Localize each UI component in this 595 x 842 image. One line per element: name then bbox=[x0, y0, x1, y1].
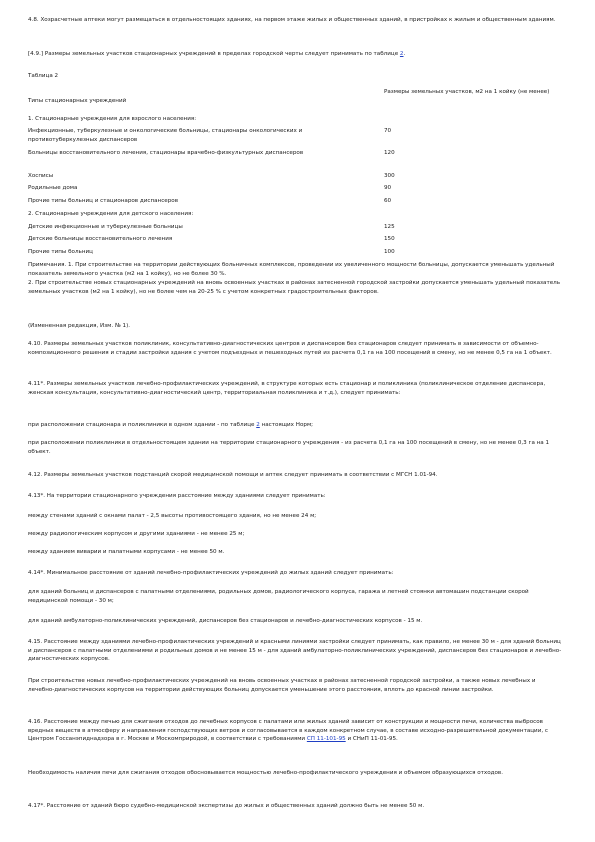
sp-11-101-95-link[interactable]: СП 11-101-95 bbox=[306, 736, 346, 743]
table-cell-value: 150 bbox=[384, 236, 395, 242]
table-row bbox=[28, 127, 563, 145]
table-2-link[interactable]: 2 bbox=[256, 422, 260, 428]
table-cell-name: Детские больницы восстановительного лечения bbox=[28, 236, 173, 242]
paragraph-4-13-a: между стенами зданий с окнами палат - 2,5 высоты противостоящего здания, но не менее 24 м; bbox=[28, 513, 317, 519]
table-row bbox=[28, 197, 563, 205]
table-cell-value: 125 bbox=[384, 224, 395, 230]
paragraph-4-16 bbox=[28, 718, 563, 744]
paragraph-4-17: 4.17*. Расстояние от зданий бюро судебно-медицинской экспертизы до жилых и общественных зданий должно быть не менее 50 м. bbox=[28, 803, 425, 809]
table-cell-name: Инфекционные, туберкулезные и онкологические больницы, стационары онкологических и противотуберкулезных диспансеров bbox=[28, 128, 303, 143]
paragraph-4-14-a: для зданий больниц и диспансеров с палатными отделениями, родильных домов, радиологического корпуса, гаража и летней стоянки автомашин подстанции скорой медицинской помощи - 30 м; bbox=[28, 589, 529, 604]
paragraph-4-11: 4.11*. Размеры земельных участков лечебно-профилактических учреждений, в структуре которых есть стационар и поликлиника (поликлиническое отделение диспансера, женская консультация, консультативно-диагностический центр, территориальная поликлиника и т.д.), следует принимать: bbox=[28, 381, 546, 396]
paragraph-4-11-b: при расположении поликлиники в отдельностоящем здании на территории стационарного учреждения - из расчета 0,1 га на 100 посещений в смену, но не менее 0,3 га на 1 объект. bbox=[28, 440, 550, 455]
table-row bbox=[28, 223, 563, 231]
paragraph-4-9 bbox=[28, 50, 563, 59]
paragraph-4-10: 4.10. Размеры земельных участков поликлиник, консультативно-диагностических центров и диспансеров без стационаров следует принимать в зависимости от объемно-композиционного решения и стадии застройки здания с учетом подъездных и пешеходных путей из расчета 0,1 га на 100 посещений в смену, но не менее 0,5 га на 1 объект. bbox=[28, 341, 552, 356]
table-row bbox=[28, 248, 563, 256]
table-row bbox=[28, 115, 563, 123]
paragraph-4-14: 4.14*. Минимальное расстояние от зданий лечебно-профилактических учреждений до жилых зданий следует принимать: bbox=[28, 570, 394, 576]
clause-marker: [4.9.] bbox=[28, 51, 44, 57]
table-cell-name: Родильные дома bbox=[28, 185, 78, 191]
table-header-row bbox=[28, 88, 563, 106]
paragraph-4-16-b: Необходимость наличия печи для сжигания отходов обосновывается мощностью лечебно-профилактического учреждения и объемом образующихся отходов. bbox=[28, 770, 503, 776]
table-header-type: Типы стационарных учреждений bbox=[28, 98, 127, 104]
table-cell-name: Больницы восстановительного лечения, стационары врачебно-физкультурных диспансеров bbox=[28, 150, 304, 156]
table-cell-name: Детские инфекционные и туберкулезные больницы bbox=[28, 224, 183, 230]
paragraph-suffix: и СНиП 11-01-95. bbox=[345, 736, 398, 743]
paragraph-4-13: 4.13*. На территории стационарного учреждения расстояние между зданиями следует принимать: bbox=[28, 493, 326, 499]
paragraph-suffix: . bbox=[403, 51, 406, 57]
table-cell-name: Прочие типы больниц и стационаров диспансеров bbox=[28, 198, 178, 204]
table-cell-value: 300 bbox=[384, 173, 395, 179]
table-row bbox=[28, 172, 563, 180]
table-cell-value: 120 bbox=[384, 150, 395, 156]
table-cell-value: 60 bbox=[384, 198, 392, 204]
table-cell-value: 90 bbox=[384, 185, 392, 191]
amendment-note: (Измененная редакция, Изм. № 1). bbox=[28, 323, 131, 329]
paragraph-4-11-a bbox=[28, 421, 563, 430]
paragraph-4-12: 4.12. Размеры земельных участков подстанций скорой медицинской помощи и аптек следует принимать в соответствии с МГСН 1.01-94. bbox=[28, 472, 438, 478]
table-cell-name: 2. Стационарные учреждения для детского населения: bbox=[28, 211, 194, 217]
paragraph-suffix: настоящих Норм; bbox=[259, 422, 314, 428]
paragraph-4-15: 4.15. Расстояние между зданиями лечебно-профилактических учреждений и красными линиями застройки следует принимать, как правило, не менее 30 м - для зданий больниц и диспансеров с палатными отделениями и родильных домов и не менее 15 м - для зданий амбулаторно-поликлинических учреждений, диспансеров без стационаров и лечебно-диагностических корпусов. bbox=[28, 639, 562, 663]
table-cell-name: 1. Стационарные учреждения для взрослого населения: bbox=[28, 116, 197, 122]
table-note-2: 2. При строительстве новых стационарных учреждений на вновь освоенных участках в районах затесненной городской застройки допускается уменьшать удельный показатель земельных участков (м2 на 1 койку), но не более чем на 20-25 % с учетом конкретных градостроительных факторов. bbox=[28, 280, 561, 295]
paragraph-text: 4.16. Расстояние между печью для сжигания отходов до лечебных корпусов с палатами или жилых зданий зависит от конструкции и мощности печи, количества выбросов вредных веществ в атмосферу и направления господствующих ветров и согласовывается в каждом конкретном случае, в составе исходно-разрешительной документации, с Центром Госсанэпиднадзора в г. Москве и Москомприродой, в соответствии с требованиями bbox=[28, 719, 548, 743]
table-header-area: Размеры земельных участков, м2 на 1 койку (не менее) bbox=[384, 89, 550, 95]
table-cell-value: 100 bbox=[384, 249, 395, 255]
paragraph-4-13-c: между зданием виварии и палатными корпусами - не менее 50 м. bbox=[28, 549, 225, 555]
paragraph-4-15-b: При строительстве новых лечебно-профилактических учреждений на вновь освоенных участках в районах затесненной городской застройки, а также новых лечебных и лечебно-диагностических корпусов на территории действующих больниц допускается уменьшение этого расстояния, вплоть до красной линии застройки. bbox=[28, 678, 536, 693]
paragraph-4-14-b: для зданий амбулаторно-поликлинических учреждений, диспансеров без стационаров и лечебно-диагностических корпусов - 15 м. bbox=[28, 618, 423, 624]
table-row bbox=[28, 235, 563, 243]
table-row bbox=[28, 149, 563, 167]
table-row bbox=[28, 210, 563, 218]
paragraph-text: при расположении стационара и поликлиники в одном здании - по таблице bbox=[28, 422, 257, 428]
table-cell-value: 70 bbox=[384, 128, 392, 134]
table-cell-name: Прочие типы больниц bbox=[28, 249, 93, 255]
table-row bbox=[28, 184, 563, 192]
table-caption: Таблица 2 bbox=[28, 73, 59, 79]
table-cell-name: Хосписы bbox=[28, 173, 54, 179]
paragraph-4-8: 4.8. Хозрасчетные аптеки могут размещаться в отдельностоящих зданиях, на первом этаже жилых и общественных зданий, в пристройках к жилым и общественным зданиям. bbox=[28, 17, 556, 23]
paragraph-4-13-b: между радиологическим корпусом и другими зданиями - не менее 25 м; bbox=[28, 531, 245, 537]
paragraph-text: Размеры земельных участков стационарных учреждений в пределах городской черты следует принимать по таблице bbox=[43, 51, 400, 57]
table-2-link[interactable]: 2 bbox=[399, 51, 404, 57]
table-note-1: Примечания. 1. При строительстве на территории действующих больничных комплексов, проведении их увеличенного мощности больницы, допускается уменьшать удельный показатель земельного участка (м2 на 1 койку), но не более 30 %. bbox=[28, 262, 555, 277]
